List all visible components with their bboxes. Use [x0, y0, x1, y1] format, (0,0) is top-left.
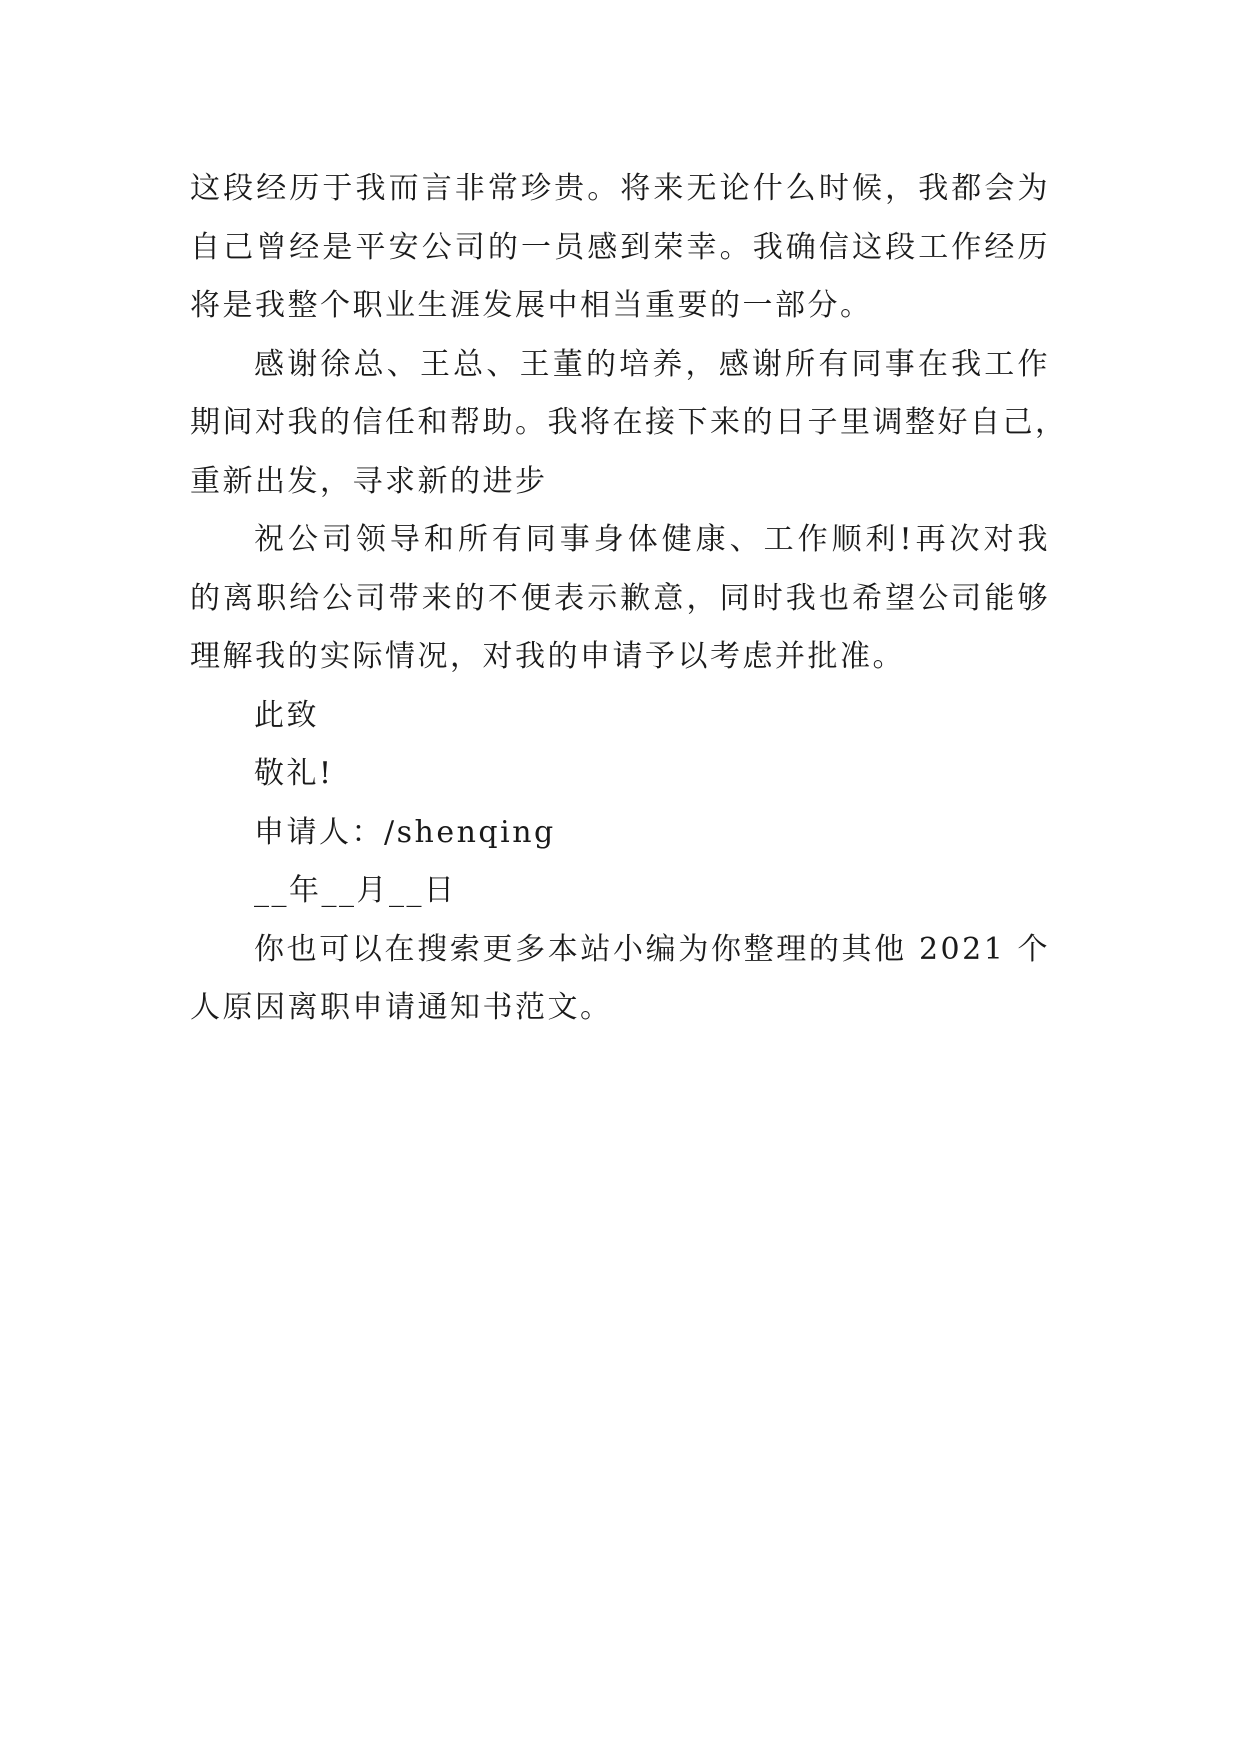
- paragraph-footer-note: [190, 921, 1050, 1038]
- text-line: 重新出发，寻求新的进步: [190, 463, 548, 499]
- date-line: __年__月__日: [254, 873, 457, 908]
- text-line: 你也可以在搜索更多本站小编为你整理的其他 2021 个: [254, 931, 1050, 967]
- text-line: 理解我的实际情况，对我的申请予以考虑并批准。: [190, 639, 905, 674]
- text-line: 的离职给公司带来的不便表示歉意，同时我也希望公司能够: [190, 580, 1050, 616]
- text-line: 自己曾经是平安公司的一员感到荣幸。我确信这段工作经历: [190, 229, 1050, 265]
- document-body: [190, 160, 1068, 1038]
- text-line: 人原因离职申请通知书范文。: [190, 990, 613, 1025]
- text-line: 这段经历于我而言非常珍贵。将来无论什么时候，我都会为: [190, 171, 1050, 206]
- text-line: 将是我整个职业生涯发展中相当重要的一部分。: [190, 288, 873, 323]
- text-line: 感谢徐总、王总、王董的培养，感谢所有同事在我工作: [254, 346, 1050, 382]
- paragraph-thanks: [190, 336, 1068, 512]
- paragraph-wishes: [190, 511, 1050, 687]
- paragraph-experience: [190, 160, 1050, 336]
- closing-salutation: 此致: [254, 697, 319, 733]
- closing-regards: 敬礼!: [254, 756, 334, 791]
- applicant-signature: 申请人：/shenqing: [254, 814, 556, 850]
- text-line: 祝公司领导和所有同事身体健康、工作顺利!再次对我: [254, 522, 1050, 557]
- text-line: 期间对我的信任和帮助。我将在接下来的日子里调整好自己，: [190, 405, 1068, 440]
